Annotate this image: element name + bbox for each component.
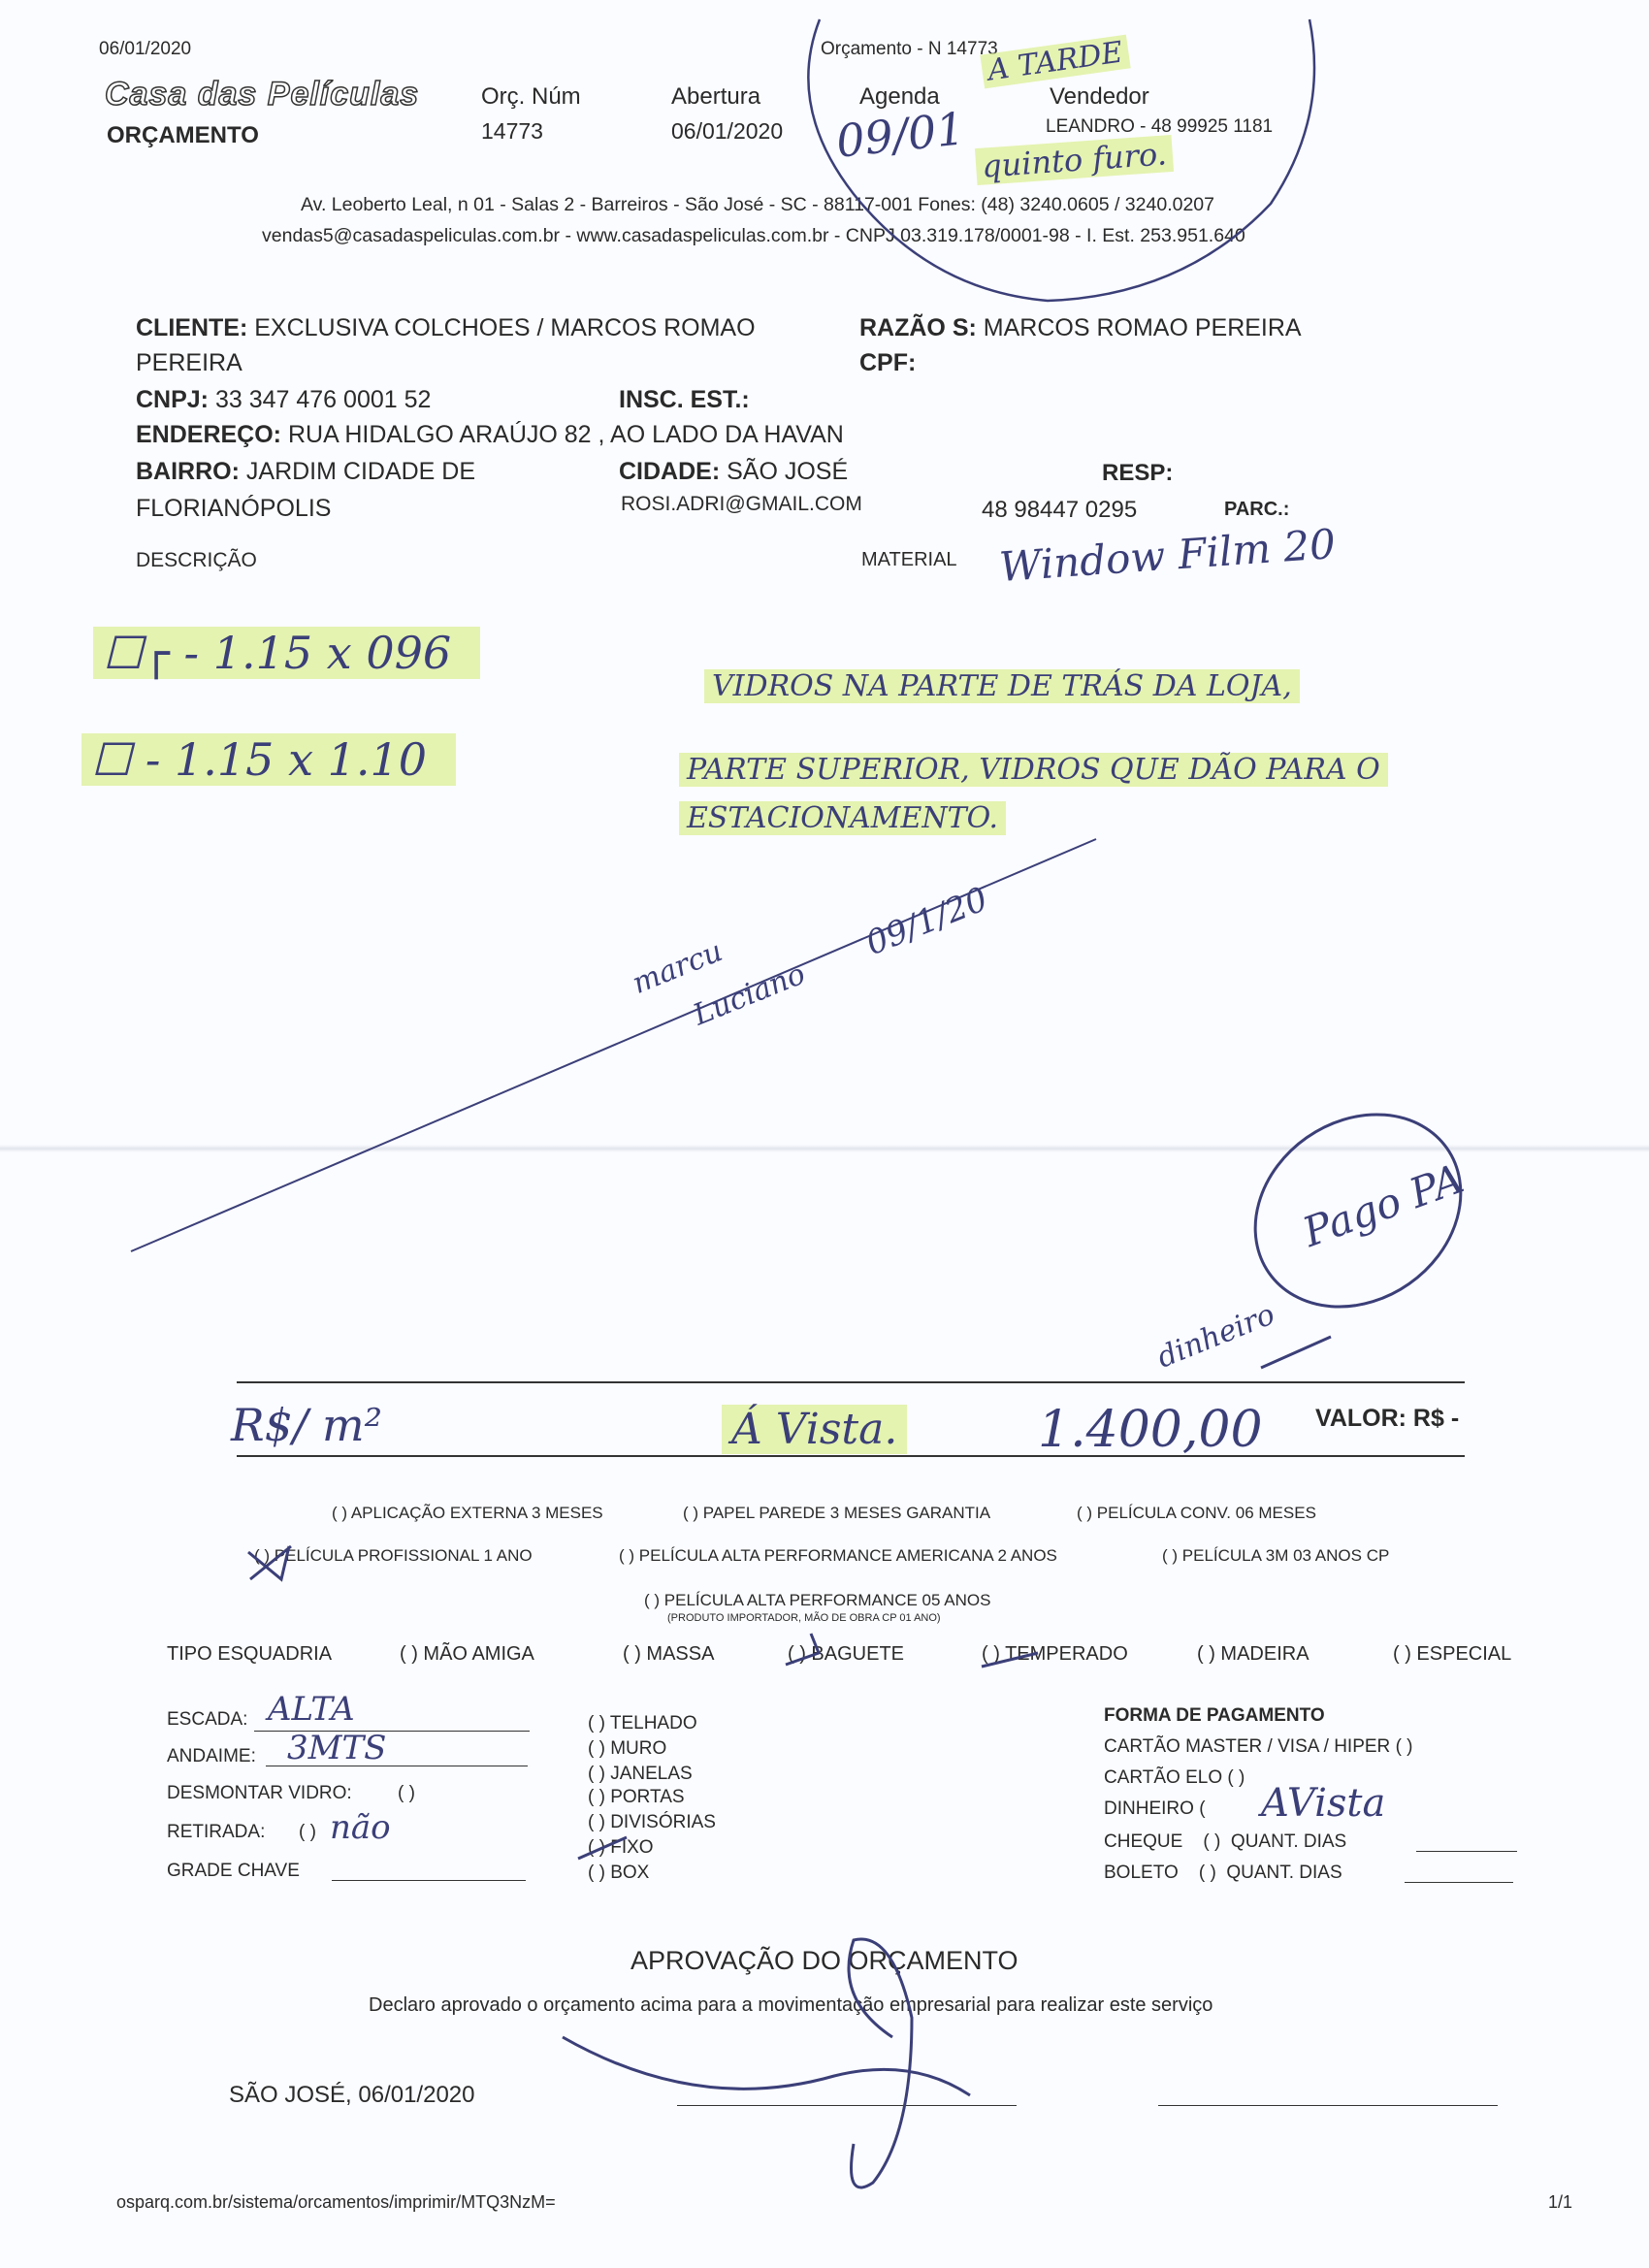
approval-place-date: SÃO JOSÉ, 06/01/2020: [229, 2082, 475, 2108]
cliente-value: EXCLUSIVA COLCHOES / MARCOS ROMAO: [254, 314, 756, 341]
cidade-value: SÃO JOSÉ: [727, 458, 849, 485]
payment-boleto-box: ( ): [1198, 1863, 1216, 1883]
endereco-value: RUA HIDALGO ARAÚJO 82 , AO LADO DA HAVAN: [287, 421, 844, 448]
option-papel-parede: ( ) PAPEL PAREDE 3 MESES GARANTIA: [683, 1504, 991, 1522]
esquadria-especial: ( ) ESPECIAL: [1393, 1643, 1512, 1665]
bairro-value: JARDIM CIDADE DE: [245, 458, 476, 485]
doc-type-title: ORÇAMENTO: [107, 122, 259, 148]
payment-dinheiro-signature: AVista: [1261, 1781, 1386, 1826]
escada-label: ESCADA:: [167, 1709, 248, 1730]
vendedor-label: Vendedor: [1050, 83, 1149, 110]
option-pelicula-conv: ( ) PELÍCULA CONV. 06 MESES: [1077, 1504, 1316, 1522]
cnpj-value: 33 347 476 0001 52: [214, 386, 432, 413]
retirada-box: ( ): [299, 1822, 316, 1842]
footer-page-number: 1/1: [1548, 2192, 1573, 2212]
cnpj-label: CNPJ:: [136, 386, 210, 413]
signoff-name-2: Luciano: [688, 956, 811, 1033]
esquadria-label: TIPO ESQUADRIA: [167, 1643, 333, 1665]
esquadria-temperado: ( ) TEMPERADO: [982, 1643, 1128, 1665]
item-2-size: 1.15 x 1.10: [175, 733, 428, 786]
agenda-circle: [808, 19, 1314, 301]
option-alta-performance-5: ( ) PELÍCULA ALTA PERFORMANCE 05 ANOS: [644, 1591, 991, 1609]
resp-label: RESP:: [1102, 460, 1174, 486]
checkbox-icon: ☐┌ -: [103, 627, 200, 679]
orc-num-value: 14773: [481, 118, 543, 144]
location-portas: ( ) PORTAS: [588, 1787, 685, 1807]
location-fixo: ( ) FIXO: [588, 1837, 654, 1858]
agenda-note-afternoon: A TARDE: [980, 35, 1130, 89]
item-1-size: 1.15 x 096: [212, 627, 452, 679]
escada-value: ALTA: [268, 1690, 355, 1729]
parc-label: PARC.:: [1224, 499, 1290, 520]
payment-cheque-quant: QUANT. DIAS: [1230, 1831, 1347, 1852]
print-date: 06/01/2020: [99, 39, 192, 59]
vendedor-value: LEANDRO - 48 99925 1181: [1046, 116, 1274, 137]
payment-cheque-box: ( ): [1203, 1831, 1221, 1852]
payment-dinheiro-box: (: [1199, 1798, 1206, 1819]
option-aplicacao-externa: ( ) APLICAÇÃO EXTERNA 3 MESES: [332, 1504, 603, 1522]
option-pelicula-profissional: ( ) PELÍCULA PROFISSIONAL 1 ANO: [254, 1546, 533, 1565]
note-line-2: PARTE SUPERIOR, VIDROS QUE DÃO PARA O: [679, 753, 1388, 787]
insc-est-label: INSC. EST.:: [619, 386, 750, 413]
check-profissional: [248, 1546, 291, 1579]
company-address: Av. Leoberto Leal, n 01 - Salas 2 - Barreiros - São José - SC - 88117-001 Fones: (48) 3240.0605 / 3240.0207: [301, 194, 1214, 215]
orc-num-label: Orç. Núm: [481, 83, 581, 110]
andaime-value: 3MTS: [287, 1729, 387, 1767]
agenda-date: 09/01: [833, 102, 968, 168]
descricao-label: DESCRIÇÃO: [136, 549, 257, 571]
valor-label: VALOR: R$ -: [1315, 1405, 1460, 1432]
approval-signature: [563, 1939, 970, 2187]
esquadria-mao-amiga: ( ) MÃO AMIGA: [400, 1643, 534, 1665]
signoff-name-1: marcu: [627, 934, 728, 1001]
location-box: ( ) BOX: [588, 1863, 650, 1883]
agenda-label: Agenda: [859, 83, 940, 110]
check-temperado: [982, 1653, 1038, 1667]
corner-reference: Orçamento - N 14773: [821, 39, 998, 59]
payment-elo-box: ( ): [1227, 1767, 1245, 1788]
cpf-label: CPF:: [859, 349, 917, 376]
approval-title: APROVAÇÃO DO ORÇAMENTO: [630, 1946, 1018, 1975]
payment-cheque-label: CHEQUE: [1104, 1831, 1183, 1852]
check-baguete: [786, 1634, 819, 1665]
cliente-label: CLIENTE:: [136, 314, 248, 341]
esquadria-madeira: ( ) MADEIRA: [1197, 1643, 1310, 1665]
paid-stamp-tail: [1261, 1337, 1331, 1368]
payment-a-vista: Á Vista.: [722, 1405, 907, 1454]
note-line-3: ESTACIONAMENTO.: [679, 801, 1006, 835]
agenda-note-detail: quinto furo.: [975, 135, 1174, 185]
esquadria-baguete: ( ) BAGUETE: [788, 1643, 905, 1665]
retirada-label: RETIRADA:: [167, 1822, 266, 1842]
note-line-1: VIDROS NA PARTE DE TRÁS DA LOJA,: [704, 669, 1300, 703]
location-divisorias: ( ) DIVISÓRIAS: [588, 1812, 716, 1832]
desmontar-box: ( ): [398, 1783, 415, 1803]
razao-label: RAZÃO S:: [859, 314, 977, 341]
retirada-value: não: [330, 1808, 391, 1847]
payment-master-label: CARTÃO MASTER / VISA / HIPER: [1104, 1736, 1391, 1757]
payment-elo-label: CARTÃO ELO: [1104, 1767, 1223, 1788]
payment-title: FORMA DE PAGAMENTO: [1104, 1705, 1325, 1726]
payment-boleto-label: BOLETO: [1104, 1863, 1179, 1883]
payment-master-box: ( ): [1395, 1736, 1413, 1757]
location-telhado: ( ) TELHADO: [588, 1713, 697, 1733]
bairro-label: BAIRRO:: [136, 458, 240, 485]
grade-chave-label: GRADE CHAVE: [167, 1861, 300, 1881]
strikethrough-line: [131, 839, 1096, 1251]
paid-stamp-circle: [1217, 1075, 1498, 1345]
location-muro: ( ) MURO: [588, 1738, 667, 1759]
option-3m: ( ) PELÍCULA 3M 03 ANOS CP: [1162, 1546, 1390, 1565]
option-alta-performance-note: (PRODUTO IMPORTADOR, MÃO DE OBRA CP 01 ANO): [667, 1612, 941, 1624]
option-alta-performance-2: ( ) PELÍCULA ALTA PERFORMANCE AMERICANA 2 ANOS: [619, 1546, 1057, 1565]
location-janelas: ( ) JANELAS: [588, 1764, 693, 1784]
approval-declaration: Declaro aprovado o orçamento acima para a movimentação empresarial para realizar este serviço: [369, 1994, 1213, 2016]
total-amount: 1.400,00: [1038, 1401, 1263, 1459]
client-email: ROSI.ADRI@GMAIL.COM: [621, 493, 862, 515]
checkbox-icon: ☐ -: [91, 733, 161, 786]
payment-dinheiro-label: DINHEIRO: [1104, 1798, 1194, 1819]
payment-boleto-quant: QUANT. DIAS: [1226, 1863, 1342, 1883]
abertura-label: Abertura: [671, 83, 761, 110]
paid-stamp: Pago PA: [1296, 1154, 1470, 1256]
brand-logo: Casa das Películas: [105, 76, 420, 113]
client-phone: 48 98447 0295: [982, 497, 1138, 523]
footer-url: osparq.com.br/sistema/orcamentos/imprimir/MTQ3NzM=: [116, 2192, 556, 2212]
check-fixo: [578, 1837, 627, 1859]
bairro-value-cont: FLORIANÓPOLIS: [136, 495, 332, 522]
endereco-label: ENDEREÇO:: [136, 421, 282, 448]
material-handwritten: Window Film 20: [997, 519, 1338, 592]
esquadria-massa: ( ) MASSA: [623, 1643, 715, 1665]
cidade-label: CIDADE:: [619, 458, 721, 485]
signoff-date: 09/1/20: [860, 879, 993, 964]
desmontar-label: DESMONTAR VIDRO:: [167, 1783, 352, 1803]
abertura-value: 06/01/2020: [671, 118, 784, 144]
dinheiro-note: dinheiro: [1152, 1297, 1280, 1376]
company-contact: vendas5@casadaspeliculas.com.br - www.casadaspeliculas.com.br - CNPJ 03.319.178/0001-98 - I. Est. 253.951.640: [262, 225, 1245, 246]
material-label: MATERIAL: [861, 549, 957, 570]
price-per-m2: R$/ m²: [231, 1399, 383, 1451]
cliente-value-cont: PEREIRA: [136, 349, 242, 376]
andaime-label: ANDAIME:: [167, 1746, 256, 1766]
razao-value: MARCOS ROMAO PEREIRA: [983, 314, 1302, 341]
